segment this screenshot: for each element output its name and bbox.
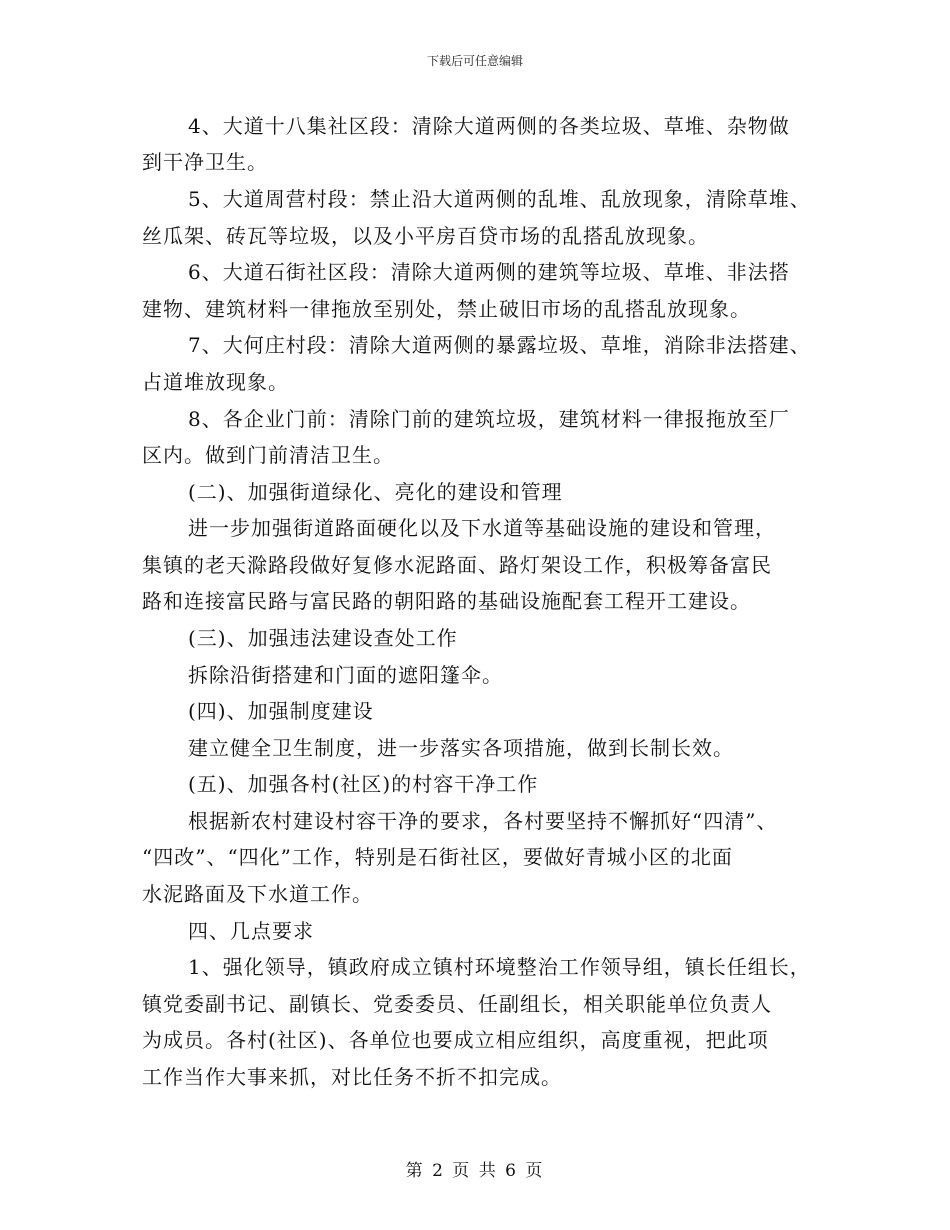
text-line: 7、大何庄村段：清除大道两侧的暴露垃圾、草堆，消除非法搭建、 (188, 333, 811, 357)
text-line: 集镇的老天滁路段做好复修水泥路面、路灯架设工作，积极筹备富民 (142, 553, 772, 577)
text-line: 5、大道周营村段：禁止沿大道两侧的乱堆、乱放现象，清除草堆、 (188, 187, 811, 211)
text-line: 建物、建筑材料一律拖放至别处，禁止破旧市场的乱搭乱放现象。 (142, 297, 751, 321)
text-line: 路和连接富民路与富民路的朝阳路的基础设施配套工程开工建设。 (142, 589, 751, 613)
page-number-footer: 第 2 页 共 6 页 (405, 1161, 545, 1181)
text-line: 镇党委副书记、副镇长、党委委员、任副组长，相关职能单位负责人 (142, 992, 772, 1016)
text-line: 根据新农村建设村容干净的要求，各村要坚持不懈抓好“四清”、 (188, 809, 778, 833)
text-line: 6、大道石街社区段：清除大道两侧的建筑等垃圾、草堆、非法搭 (188, 260, 790, 284)
text-line: 水泥路面及下水道工作。 (142, 882, 373, 906)
text-line: 区内。做到门前清洁卫生。 (142, 443, 394, 467)
text-line: 8、各企业门前：清除门前的建筑垃圾，建筑材料一律报拖放至厂 (188, 407, 790, 431)
section-heading: (三)、加强违法建设查处工作 (188, 626, 458, 650)
text-line: 为成员。各村(社区)、各单位也要成立相应组织，高度重视，把此项 (142, 1028, 769, 1052)
section-heading: 四、几点要求 (188, 919, 314, 943)
text-line: “四改”、“四化”工作，特别是石街社区，要做好青城小区的北面 (142, 845, 733, 869)
text-line: 1、强化领导，镇政府成立镇村环境整治工作领导组，镇长任组长， (188, 955, 811, 979)
text-line: 占道堆放现象。 (142, 370, 289, 394)
text-line: 工作当作大事来抓，对比任务不折不扣完成。 (142, 1065, 562, 1089)
text-line: 建立健全卫生制度，进一步落实各项措施，做到长制长效。 (188, 736, 734, 760)
section-heading: (二)、加强街道绿化、亮化的建设和管理 (188, 480, 563, 504)
section-heading: (五)、加强各村(社区)的村容干净工作 (188, 772, 539, 796)
text-line: 丝瓜架、砖瓦等垃圾，以及小平房百贷市场的乱搭乱放现象。 (142, 224, 709, 248)
page-header: 下载后可任意编辑 (426, 54, 523, 68)
text-line: 4、大道十八集社区段：清除大道两侧的各类垃圾、草堆、杂物做 (188, 114, 790, 138)
text-line: 拆除沿街搭建和门面的遮阳篷伞。 (188, 663, 503, 687)
text-line: 进一步加强街道路面硬化以及下水道等基础设施的建设和管理， (188, 516, 776, 540)
text-line: 到干净卫生。 (142, 150, 268, 174)
section-heading: (四)、加强制度建设 (188, 699, 374, 723)
